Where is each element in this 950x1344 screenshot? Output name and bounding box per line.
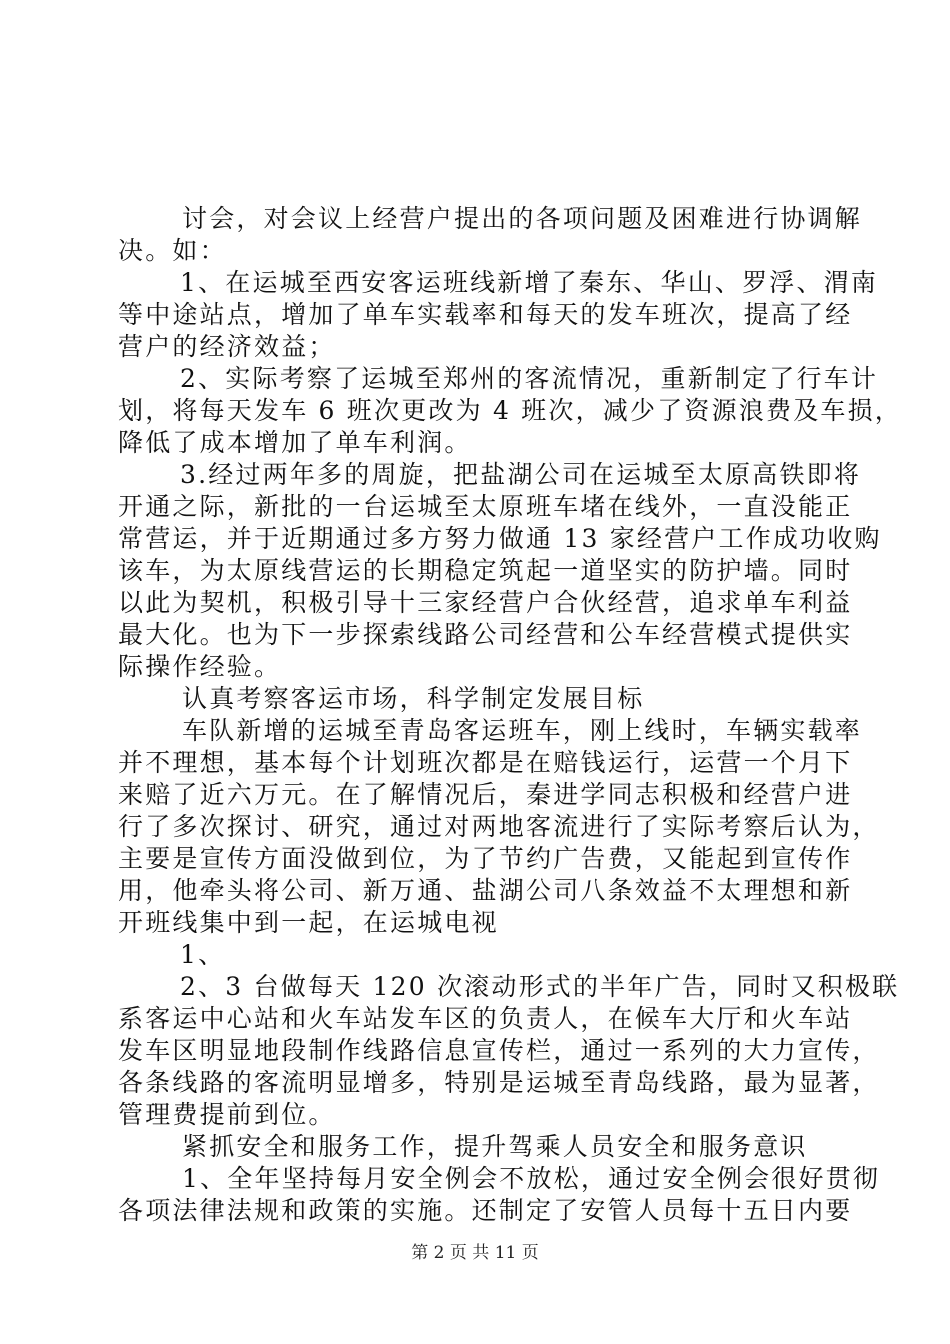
page-footer xyxy=(0,1242,950,1264)
paragraph-line: 主要是宣传方面没做到位，为了节约广告费，又能起到宣传作 xyxy=(118,844,853,873)
paragraph-line: 最大化。也为下一步探索线路公司经营和公车经营模式提供实 xyxy=(118,620,853,649)
paragraph-line: 行了多次探讨、研究，通过对两地客流进行了实际考察后认为， xyxy=(118,812,880,841)
paragraph-line: 各项法律法规和政策的实施。还制定了安管人员每十五日内要 xyxy=(118,1196,853,1225)
paragraph-line: 该车，为太原线营运的长期稳定筑起一道坚实的防护墙。同时 xyxy=(118,556,853,585)
paragraph-line: 划，将每天发车 6 班次更改为 4 班次，减少了资源浪费及车损， xyxy=(118,396,903,425)
paragraph-line: 1、在运城至西安客运班线新增了秦东、华山、罗浮、渭南 xyxy=(180,268,879,297)
paragraph-line: 营户的经济效益； xyxy=(118,332,336,361)
paragraph-line: 常营运，并于近期通过多方努力做通 13 家经营户工作成功收购 xyxy=(118,524,882,553)
paragraph-line: 发车区明显地段制作线路信息宣传栏，通过一系列的大力宣传， xyxy=(118,1036,880,1065)
paragraph-line: 用，他牵头将公司、新万通、盐湖公司八条效益不太理想和新 xyxy=(118,876,853,905)
paragraph-line: 降低了成本增加了单车利润。 xyxy=(118,428,472,457)
paragraph-line: 管理费提前到位。 xyxy=(118,1100,336,1129)
paragraph-line: 1、全年坚持每月安全例会不放松，通过安全例会很好贯彻 xyxy=(182,1164,881,1193)
paragraph-line: 各条线路的客流明显增多，特别是运城至青岛线路，最为显著， xyxy=(118,1068,880,1097)
section-heading: 认真考察客运市场，科学制定发展目标 xyxy=(182,684,645,713)
page-number: 第 2 页 共 11 页 xyxy=(411,1243,539,1263)
paragraph-line: 来赔了近六万元。在了解情况后，秦进学同志积极和经营户进 xyxy=(118,780,853,809)
paragraph-line: 并不理想，基本每个计划班次都是在赔钱运行，运营一个月下 xyxy=(118,748,853,777)
paragraph-line: 系客运中心站和火车站发车区的负责人，在候车大厅和火车站 xyxy=(118,1004,853,1033)
paragraph-line: 开通之际，新批的一台运城至太原班车堵在线外，一直没能正 xyxy=(118,492,853,521)
paragraph-line: 3.经过两年多的周旋，把盐湖公司在运城至太原高铁即将 xyxy=(180,460,862,489)
paragraph-line: 2、实际考察了运城至郑州的客流情况，重新制定了行车计 xyxy=(180,364,879,393)
paragraph-line: 2、3 台做每天 120 次滚动形式的半年广告，同时又积极联 xyxy=(180,972,900,1001)
paragraph-line: 际操作经验。 xyxy=(118,652,282,681)
paragraph-line: 等中途站点，增加了单车实载率和每天的发车班次，提高了经 xyxy=(118,300,853,329)
paragraph-line: 开班线集中到一起，在运城电视 xyxy=(118,908,499,937)
paragraph-line: 讨会，对会议上经营户提出的各项问题及困难进行协调解 xyxy=(182,204,863,233)
paragraph-line: 车队新增的运城至青岛客运班车，刚上线时，车辆实载率 xyxy=(182,716,863,745)
section-heading: 紧抓安全和服务工作，提升驾乘人员安全和服务意识 xyxy=(182,1132,808,1161)
paragraph-line: 以此为契机，积极引导十三家经营户合伙经营，追求单车利益 xyxy=(118,588,853,617)
paragraph-line: 1、 xyxy=(180,940,226,969)
paragraph-line: 决。如： xyxy=(118,236,227,265)
